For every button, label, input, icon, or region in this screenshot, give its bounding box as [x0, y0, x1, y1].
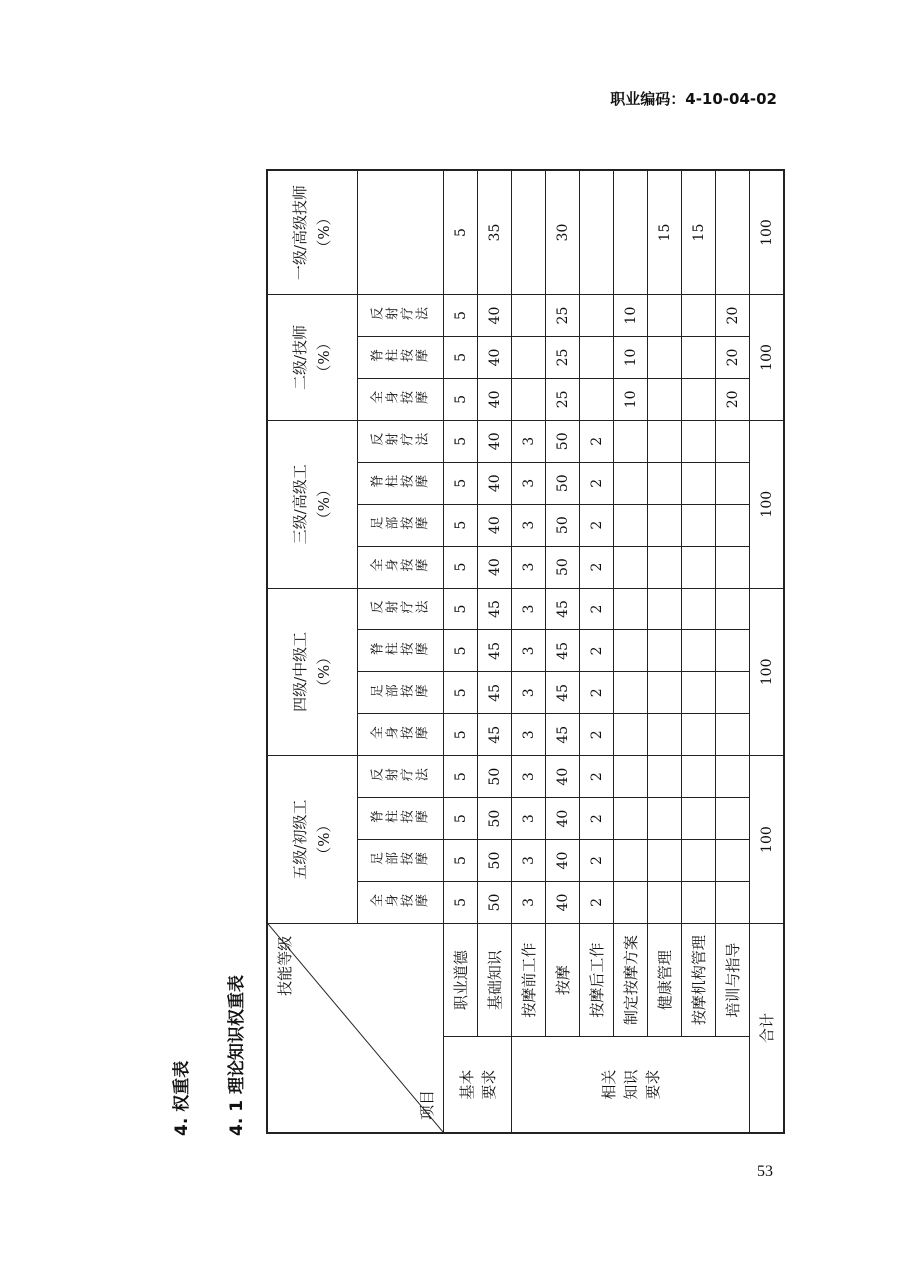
- weight-cell: [716, 840, 750, 882]
- weight-cell: [716, 798, 750, 840]
- weight-cell: 3: [512, 462, 546, 504]
- weight-cell: 3: [512, 504, 546, 546]
- weight-cell: 15: [682, 170, 716, 295]
- weight-cell: [648, 881, 682, 923]
- weight-cell: [580, 337, 614, 379]
- corner-header-cell: [267, 923, 444, 1133]
- table-row: [478, 170, 512, 1133]
- category-related: 相关 知识 要求: [512, 1037, 750, 1133]
- table-row: [580, 170, 614, 1133]
- weight-cell: 5: [444, 295, 478, 337]
- weight-cell: [682, 840, 716, 882]
- weight-cell: [682, 756, 716, 798]
- weight-cell: [716, 881, 750, 923]
- total-row: [750, 170, 785, 1133]
- weight-cell: 50: [546, 462, 580, 504]
- weight-cell: [682, 630, 716, 672]
- subhead-zubu: 足部按摩: [357, 672, 444, 714]
- weight-cell: [512, 170, 546, 295]
- row-item: 培训与指导: [716, 923, 750, 1036]
- weight-cell: [716, 672, 750, 714]
- row-item: 按摩: [546, 923, 580, 1036]
- weight-cell: [512, 337, 546, 379]
- weight-cell: [648, 588, 682, 630]
- weight-cell: [648, 420, 682, 462]
- subhead-jizhu: 脊柱按摩: [357, 337, 444, 379]
- weight-cell: [716, 170, 750, 295]
- weight-cell: 40: [546, 756, 580, 798]
- weight-cell: 5: [444, 504, 478, 546]
- weight-cell: [648, 672, 682, 714]
- weight-cell: [682, 504, 716, 546]
- subhead-jizhu: 脊柱按摩: [357, 630, 444, 672]
- grade-header-4: 四级/中级工 （%）: [267, 588, 357, 756]
- subhead-quanshen: 全身按摩: [357, 546, 444, 588]
- section-subtitle: 4. 1 理论知识权重表: [227, 975, 247, 1136]
- weight-cell: 20: [716, 378, 750, 420]
- weight-cell: [648, 295, 682, 337]
- weight-cell: [648, 504, 682, 546]
- weight-cell: [716, 588, 750, 630]
- weight-cell: [614, 504, 648, 546]
- weight-cell: 3: [512, 672, 546, 714]
- weight-cell: [614, 170, 648, 295]
- weight-cell: 5: [444, 588, 478, 630]
- weight-cell: 5: [444, 462, 478, 504]
- weight-cell: [648, 630, 682, 672]
- weight-cell: 40: [478, 295, 512, 337]
- weight-cell: [682, 462, 716, 504]
- weight-cell: [648, 714, 682, 756]
- weight-cell: 30: [546, 170, 580, 295]
- weight-cell: [716, 714, 750, 756]
- weight-cell: [614, 630, 648, 672]
- weight-cell: 2: [580, 504, 614, 546]
- occupation-code: 职业编码：4-10-04-02: [610, 90, 777, 108]
- weight-cell: 10: [614, 295, 648, 337]
- weight-cell: [716, 546, 750, 588]
- weight-cell: 25: [546, 295, 580, 337]
- total-value: 100: [750, 588, 785, 756]
- weight-cell: 3: [512, 840, 546, 882]
- weight-cell: [682, 337, 716, 379]
- grade-header-3: 三级/高级工 （%）: [267, 420, 357, 588]
- table-row: [444, 170, 478, 1133]
- weight-cell: 5: [444, 170, 478, 295]
- weight-cell: 40: [478, 546, 512, 588]
- weight-cell: 40: [546, 798, 580, 840]
- subhead-fanshe: 反射疗法: [357, 295, 444, 337]
- skill-level-label: 技能等级: [276, 935, 294, 996]
- weight-cell: 25: [546, 337, 580, 379]
- weight-cell: 5: [444, 881, 478, 923]
- weight-cell: 40: [546, 881, 580, 923]
- subhead-empty: [357, 170, 444, 295]
- weight-cell: 40: [478, 420, 512, 462]
- weight-cell: [614, 840, 648, 882]
- weight-cell: [716, 630, 750, 672]
- weight-cell: 2: [580, 462, 614, 504]
- weight-cell: [648, 337, 682, 379]
- weight-cell: 15: [648, 170, 682, 295]
- weight-cell: 40: [478, 337, 512, 379]
- weight-cell: [614, 881, 648, 923]
- section-title: 4. 权重表: [172, 1060, 192, 1136]
- row-item: 按摩后工作: [580, 923, 614, 1036]
- weight-cell: 5: [444, 840, 478, 882]
- weight-cell: [512, 378, 546, 420]
- weight-cell: 2: [580, 840, 614, 882]
- weight-cell: 2: [580, 798, 614, 840]
- total-value: 100: [750, 756, 785, 924]
- weight-cell: [716, 756, 750, 798]
- weight-cell: [580, 170, 614, 295]
- weight-cell: 50: [546, 504, 580, 546]
- weight-cell: 45: [546, 672, 580, 714]
- weight-cell: [614, 546, 648, 588]
- category-basic: 基本 要求: [444, 1037, 512, 1133]
- weight-cell: 10: [614, 378, 648, 420]
- total-value: 100: [750, 170, 785, 295]
- weight-cell: 50: [478, 798, 512, 840]
- subhead-quanshen: 全身按摩: [357, 881, 444, 923]
- total-value: 100: [750, 420, 785, 588]
- weight-cell: [682, 295, 716, 337]
- row-item: 基础知识: [478, 923, 512, 1036]
- weight-cell: 45: [546, 630, 580, 672]
- weight-cell: 5: [444, 420, 478, 462]
- weight-cell: 2: [580, 881, 614, 923]
- total-label: 合计: [750, 923, 785, 1133]
- weight-cell: [682, 546, 716, 588]
- weight-cell: 5: [444, 337, 478, 379]
- weight-cell: 3: [512, 420, 546, 462]
- subhead-zubu: 足部按摩: [357, 840, 444, 882]
- weight-cell: 50: [546, 546, 580, 588]
- weight-cell: [614, 588, 648, 630]
- weight-cell: 2: [580, 714, 614, 756]
- weight-cell: 50: [478, 756, 512, 798]
- subhead-zubu: 足部按摩: [357, 504, 444, 546]
- weight-cell: 25: [546, 378, 580, 420]
- weight-cell: 45: [478, 588, 512, 630]
- weight-cell: [614, 672, 648, 714]
- row-item: 健康管理: [648, 923, 682, 1036]
- weight-cell: 45: [546, 714, 580, 756]
- table-row: [614, 170, 648, 1133]
- weight-cell: [648, 462, 682, 504]
- weight-cell: [614, 798, 648, 840]
- weight-cell: [682, 378, 716, 420]
- weight-cell: 2: [580, 420, 614, 462]
- weight-cell: [648, 798, 682, 840]
- weight-cell: [580, 295, 614, 337]
- weight-cell: 3: [512, 630, 546, 672]
- grade-header-5: 五级/初级工 （%）: [267, 756, 357, 924]
- subhead-quanshen: 全身按摩: [357, 714, 444, 756]
- item-label: 项目: [418, 1089, 436, 1120]
- weight-cell: 3: [512, 881, 546, 923]
- subhead-fanshe: 反射疗法: [357, 756, 444, 798]
- weight-cell: [716, 420, 750, 462]
- weight-cell: 5: [444, 630, 478, 672]
- subhead-jizhu: 脊柱按摩: [357, 462, 444, 504]
- weight-cell: 2: [580, 756, 614, 798]
- subhead-quanshen: 全身按摩: [357, 378, 444, 420]
- weight-cell: 3: [512, 798, 546, 840]
- table-row: [648, 170, 682, 1133]
- weight-cell: 2: [580, 630, 614, 672]
- weight-cell: [682, 420, 716, 462]
- grade-header-1: 一级/高级技师 （%）: [267, 170, 357, 295]
- weight-cell: 50: [546, 420, 580, 462]
- weight-cell: 45: [478, 630, 512, 672]
- weight-cell: 2: [580, 672, 614, 714]
- weight-cell: [580, 378, 614, 420]
- row-item: 制定按摩方案: [614, 923, 648, 1036]
- weight-cell: [648, 378, 682, 420]
- weight-cell: [682, 588, 716, 630]
- weight-cell: [614, 756, 648, 798]
- table-row: [716, 170, 750, 1133]
- weight-cell: 10: [614, 337, 648, 379]
- weight-cell: [648, 546, 682, 588]
- weight-cell: 5: [444, 672, 478, 714]
- weight-cell: 3: [512, 714, 546, 756]
- weight-cell: 5: [444, 756, 478, 798]
- subhead-fanshe: 反射疗法: [357, 420, 444, 462]
- weight-cell: 45: [546, 588, 580, 630]
- weight-cell: 3: [512, 588, 546, 630]
- weight-cell: 5: [444, 798, 478, 840]
- weight-cell: [648, 840, 682, 882]
- weight-cell: [614, 420, 648, 462]
- weight-cell: 40: [478, 504, 512, 546]
- weight-cell: 50: [478, 881, 512, 923]
- page-number: 53: [757, 1163, 773, 1180]
- weight-cell: [682, 672, 716, 714]
- table-row: [682, 170, 716, 1133]
- row-item: 职业道德: [444, 923, 478, 1036]
- weight-cell: [682, 714, 716, 756]
- weight-cell: 45: [478, 714, 512, 756]
- grade-header-2: 二级/技师 （%）: [267, 295, 357, 421]
- row-item: 按摩前工作: [512, 923, 546, 1036]
- weight-cell: [614, 462, 648, 504]
- weight-cell: 20: [716, 295, 750, 337]
- subhead-fanshe: 反射疗法: [357, 588, 444, 630]
- weight-cell: 2: [580, 588, 614, 630]
- weight-cell: 40: [546, 840, 580, 882]
- subhead-jizhu: 脊柱按摩: [357, 798, 444, 840]
- weight-cell: 50: [478, 840, 512, 882]
- weight-cell: [512, 295, 546, 337]
- weight-cell: [716, 462, 750, 504]
- weight-cell: 5: [444, 546, 478, 588]
- weight-cell: [716, 504, 750, 546]
- weight-cell: 5: [444, 714, 478, 756]
- weight-cell: [614, 714, 648, 756]
- total-value: 100: [750, 295, 785, 421]
- weight-cell: 3: [512, 756, 546, 798]
- weight-cell: 35: [478, 170, 512, 295]
- row-item: 按摩机构管理: [682, 923, 716, 1036]
- weight-cell: 40: [478, 378, 512, 420]
- weight-cell: [682, 881, 716, 923]
- weight-cell: 3: [512, 546, 546, 588]
- weight-cell: 20: [716, 337, 750, 379]
- weight-cell: [682, 798, 716, 840]
- weight-cell: 45: [478, 672, 512, 714]
- rotated-content: [167, 166, 787, 1136]
- knowledge-weight-table: [266, 169, 785, 1134]
- weight-cell: [648, 756, 682, 798]
- table-row: [546, 170, 580, 1133]
- table-row: [512, 170, 546, 1133]
- weight-cell: 2: [580, 546, 614, 588]
- weight-cell: 40: [478, 462, 512, 504]
- weight-cell: 5: [444, 378, 478, 420]
